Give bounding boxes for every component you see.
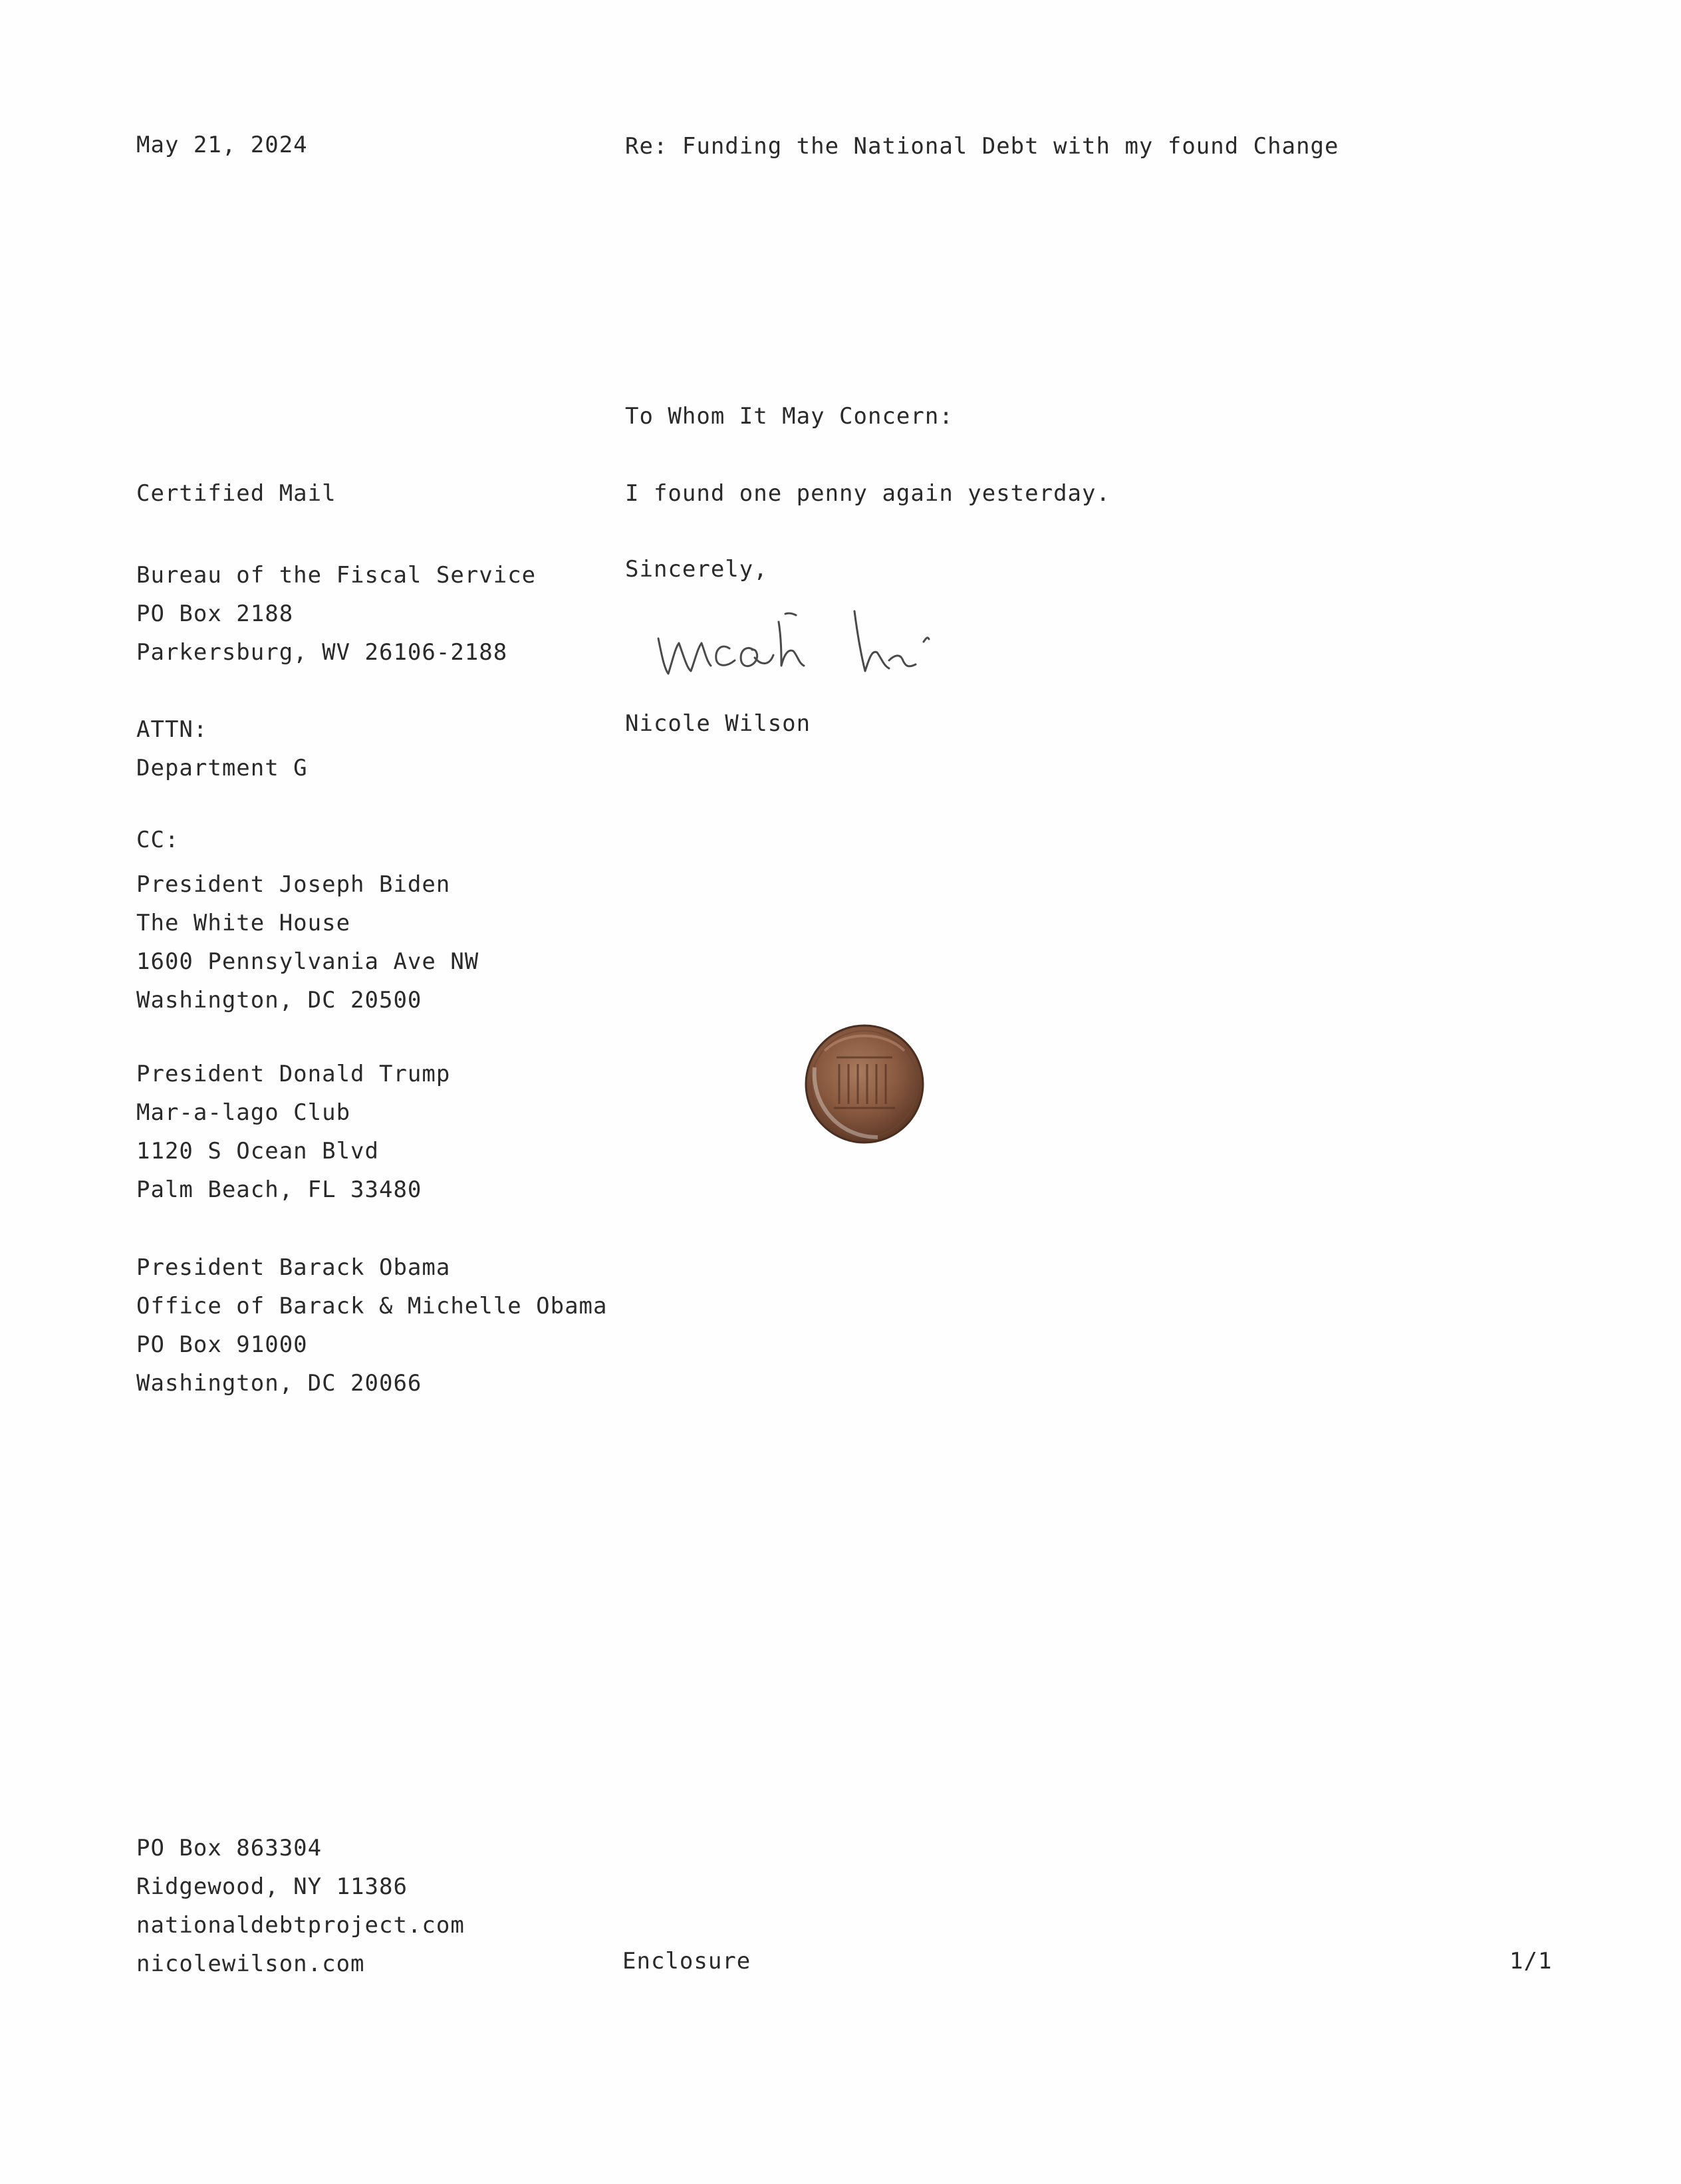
delivery-method: Certified Mail [136,480,336,507]
address-line: PO Box 863304 [136,1835,323,1861]
website-link[interactable]: nationaldebtproject.com [136,1912,465,1939]
address-line: Mar-a-lago Club [136,1099,351,1126]
address-line: President Donald Trump [136,1061,451,1087]
salutation: To Whom It May Concern: [625,403,954,430]
cc-recipient [136,1248,608,1403]
enclosure-note: Enclosure [622,1948,751,1975]
address-line: Washington, DC 20066 [136,1370,422,1397]
address-line: President Barack Obama [136,1254,451,1281]
letter-date: May 21, 2024 [136,132,308,158]
address-line: Parkersburg, WV 26106-2188 [136,639,508,666]
address-line: The White House [136,910,351,936]
page-number: 1/1 [1509,1948,1553,1975]
letter-body: I found one penny again yesterday. [625,480,1110,507]
attention-block [136,710,308,787]
attention-department: Department G [136,755,308,781]
address-line: 1120 S Ocean Blvd [136,1138,379,1164]
cc-recipient [136,1055,450,1209]
address-line: Ridgewood, NY 11386 [136,1873,408,1900]
closing: Sincerely, [625,556,768,583]
sender-address [136,1829,465,1983]
address-line: 1600 Pennsylvania Ave NW [136,948,479,975]
letter-subject: Re: Funding the National Debt with my found Change [625,133,1339,160]
address-line: President Joseph Biden [136,871,451,898]
attention-label: ATTN: [136,716,208,743]
address-line: PO Box 2188 [136,601,294,627]
enclosed-penny [785,1004,944,1164]
address-line: Washington, DC 20500 [136,987,422,1014]
address-line: Bureau of the Fiscal Service [136,562,537,589]
address-line: Office of Barack & Michelle Obama [136,1293,608,1319]
recipient-address [136,556,536,672]
handwritten-signature [655,602,1027,695]
address-line: PO Box 91000 [136,1331,308,1358]
website-link[interactable]: nicolewilson.com [136,1951,365,1977]
signer-name: Nicole Wilson [625,710,811,737]
cc-recipient [136,865,479,1020]
address-line: Palm Beach, FL 33480 [136,1176,422,1203]
cc-label: CC: [136,827,180,853]
